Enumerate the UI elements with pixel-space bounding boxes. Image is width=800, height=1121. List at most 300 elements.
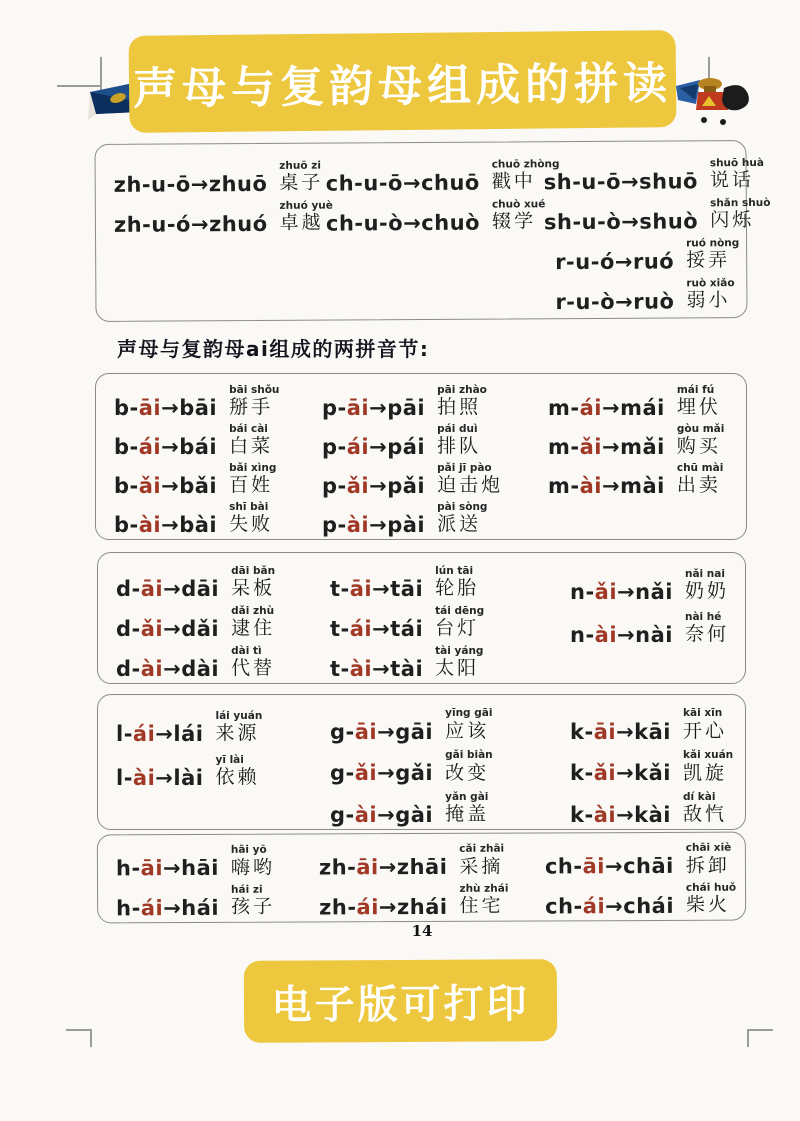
word-hanzi: 掰手 (229, 396, 274, 419)
formula-initial: l- (116, 721, 133, 746)
formula-result: →pài (369, 512, 426, 537)
pinyin-entry (116, 880, 319, 920)
word-hanzi: 凯旋 (683, 761, 728, 784)
example-word-block (231, 845, 275, 880)
pinyin-formula (319, 896, 448, 919)
example-word-block (229, 424, 273, 458)
pinyin-box-b-p-m (95, 373, 747, 540)
formula-final: ài (138, 512, 162, 537)
word-hanzi: 住宅 (459, 894, 504, 918)
formula-final: ǎi (594, 579, 618, 604)
word-hanzi: 拆卸 (685, 854, 730, 877)
formula-initial: zh- (318, 855, 357, 880)
formula-result: →nài (617, 622, 673, 647)
title-banner (129, 30, 677, 133)
pinyin-entry (322, 459, 548, 498)
word-hanzi: 代替 (231, 657, 276, 680)
pinyin-entry (114, 498, 322, 537)
word-hanzi: 迫击炮 (437, 474, 504, 497)
formula-final: āi (349, 576, 373, 601)
word-pinyin-annotation: yīng gāi (445, 707, 493, 720)
word-hanzi: 购买 (676, 435, 721, 458)
pinyin-entry (114, 420, 322, 459)
word-pinyin-annotation: pāi zhào (437, 383, 487, 396)
word-pinyin-annotation: shuō huà (709, 156, 764, 169)
pinyin-entry (544, 193, 771, 234)
formula-final: ái (346, 434, 370, 459)
word-pinyin-annotation: cǎi zhāi (459, 842, 505, 855)
pinyin-formula (114, 397, 217, 419)
pinyin-formula (114, 475, 217, 497)
formula-initial: ch-u- (325, 211, 389, 236)
word-hanzi: 说话 (709, 169, 754, 192)
formula-result: →lái (155, 721, 204, 746)
example-word-block (435, 646, 483, 680)
word-pinyin-annotation: pǎi jī pào (437, 461, 492, 474)
formula-final: ài (132, 765, 156, 790)
word-hanzi: 台灯 (435, 617, 480, 640)
formula-final: ài (579, 473, 602, 498)
word-hanzi: 闪烁 (710, 209, 755, 232)
formula-result: →chāi (604, 854, 674, 879)
formula-final: ài (349, 656, 373, 681)
pinyin-box-d-t-n (97, 552, 746, 684)
printable-banner-text: 电子版可打印 (271, 980, 530, 1029)
formula-initial: zh- (319, 895, 357, 920)
formula-result: →chuò (403, 210, 481, 236)
formula-initial: b- (114, 473, 139, 498)
example-word-block (686, 882, 736, 917)
pinyin-formula (116, 857, 219, 879)
word-pinyin-annotation: gòu mǎi (676, 422, 725, 435)
formula-result: →bái (161, 434, 218, 459)
word-hanzi: 派送 (437, 513, 482, 536)
formula-initial: b- (114, 512, 139, 537)
formula-result: →tài (372, 656, 424, 681)
pinyin-formula (322, 475, 425, 497)
pinyin-entry (116, 702, 330, 746)
pinyin-formula (548, 397, 665, 419)
word-hanzi: 轮胎 (435, 577, 480, 600)
formula-final: ái (132, 721, 156, 746)
formula-result: →mài (601, 473, 665, 498)
word-pinyin-annotation: chū mài (676, 461, 724, 474)
formula-result: →bāi (161, 395, 218, 420)
formula-initial: h- (115, 856, 141, 881)
crop-mark-bottom-right-h (747, 1029, 773, 1031)
pinyin-formula (322, 397, 425, 419)
pinyin-column (570, 561, 737, 681)
formula-initial: r-u- (555, 249, 600, 275)
formula-final: ò (606, 209, 622, 234)
formula-result: →pāi (369, 395, 426, 420)
example-word-block (492, 199, 546, 234)
word-hanzi: 掩盖 (445, 803, 490, 826)
pinyin-entry (319, 879, 545, 919)
formula-initial: ch- (544, 854, 583, 879)
pinyin-formula (326, 172, 480, 195)
formula-final: ò (600, 289, 616, 314)
pinyin-column (545, 839, 737, 919)
example-word-block (710, 198, 771, 233)
formula-initial: p- (322, 473, 347, 498)
pinyin-column (113, 156, 333, 319)
formula-result: →gài (377, 802, 434, 827)
pinyin-entry (116, 746, 330, 790)
formula-initial: n- (570, 622, 595, 647)
formula-final: ái (349, 616, 373, 641)
formula-result: →tái (372, 616, 424, 641)
pinyin-column (570, 702, 737, 827)
word-pinyin-annotation: dí kài (683, 790, 716, 803)
pinyin-entry (548, 381, 738, 420)
word-pinyin-annotation: tái dēng (435, 604, 485, 617)
pinyin-entry (325, 154, 560, 196)
pinyin-formula (322, 514, 425, 536)
formula-final: ài (346, 512, 370, 537)
word-pinyin-annotation: bǎi xìng (229, 461, 277, 474)
pinyin-entry (113, 196, 333, 237)
pinyin-entry (116, 840, 319, 880)
formula-result: →kāi (616, 719, 671, 744)
pinyin-formula (116, 618, 219, 640)
word-pinyin-annotation: bái cài (229, 422, 268, 435)
word-hanzi: 逮住 (231, 617, 276, 640)
word-hanzi: 埋伏 (676, 396, 721, 419)
formula-final: ǎi (593, 761, 617, 786)
pinyin-entry (330, 601, 570, 641)
pinyin-column (548, 381, 738, 537)
printable-banner (244, 959, 557, 1043)
example-word-block (677, 463, 723, 497)
formula-initial: r-u- (555, 289, 601, 315)
formula-result: →chuō (402, 170, 480, 196)
word-hanzi: 嗨哟 (230, 856, 275, 879)
pinyin-entry (322, 420, 548, 459)
formula-result: →ruò (615, 289, 675, 314)
formula-initial: p- (322, 434, 347, 459)
formula-initial: n- (570, 579, 595, 604)
word-hanzi: 依赖 (215, 766, 260, 789)
formula-final: ò (388, 211, 404, 236)
word-pinyin-annotation: zhuó yuè (279, 199, 333, 212)
word-hanzi: 桌子 (279, 171, 324, 195)
example-word-block (683, 708, 727, 742)
word-hanzi: 白菜 (229, 435, 274, 458)
formula-result: →shuō (620, 169, 698, 194)
pinyin-formula (116, 767, 203, 789)
formula-initial: t- (330, 656, 350, 681)
formula-initial: g- (330, 802, 355, 827)
formula-final: ài (354, 802, 378, 827)
example-word-block (459, 844, 504, 879)
pinyin-entry (322, 381, 548, 420)
pinyin-entry (570, 561, 737, 604)
formula-result: →nǎi (617, 579, 673, 604)
word-pinyin-annotation: gǎi biàn (445, 749, 493, 761)
word-pinyin-annotation: kāi xīn (683, 707, 723, 720)
crop-mark-bottom-left-v (90, 1029, 92, 1047)
example-word-block (677, 385, 721, 419)
pinyin-formula (548, 475, 665, 497)
formula-result: →gǎi (377, 761, 434, 786)
word-hanzi: 开心 (683, 719, 728, 742)
formula-final: ǎi (579, 434, 602, 459)
formula-initial: k- (570, 761, 594, 786)
formula-result: →pái (369, 434, 426, 459)
word-pinyin-annotation: pái duì (437, 422, 478, 435)
pinyin-formula (116, 658, 219, 680)
word-pinyin-annotation: zhù zhái (459, 882, 509, 895)
formula-initial: ch-u- (325, 171, 389, 196)
word-pinyin-annotation: bāi shǒu (229, 383, 280, 396)
pinyin-formula (116, 723, 203, 745)
word-pinyin-annotation: shī bài (229, 500, 269, 513)
example-word-block (229, 463, 276, 497)
formula-final: ài (593, 802, 617, 827)
pinyin-column (330, 561, 570, 681)
pinyin-formula (570, 581, 673, 603)
formula-result: →zhuō (190, 171, 268, 197)
pinyin-entry (330, 744, 570, 786)
example-word-block (437, 502, 487, 536)
formula-initial: zh-u- (113, 212, 177, 237)
formula-initial: b- (114, 434, 139, 459)
pinyin-entry (114, 156, 326, 197)
formula-final: ō (175, 172, 191, 197)
example-word-block (683, 750, 733, 784)
formula-result: →bǎi (161, 473, 218, 498)
formula-initial: d- (116, 656, 141, 681)
formula-initial: p- (322, 395, 347, 420)
word-hanzi: 应该 (445, 719, 490, 742)
formula-initial: d- (116, 576, 141, 601)
example-word-block (229, 502, 273, 536)
example-word-block (435, 606, 484, 640)
section-header: 声母与复韵母ai组成的两拼音节: (117, 337, 430, 361)
pinyin-entry (570, 785, 737, 827)
word-hanzi: 辍学 (491, 210, 537, 233)
word-pinyin-annotation: dāi bǎn (231, 564, 276, 577)
pinyin-formula (544, 210, 698, 233)
example-word-block (437, 385, 487, 419)
example-word-block (231, 566, 275, 600)
word-pinyin-annotation: shǎn shuò (710, 196, 771, 209)
word-pinyin-annotation: nǎi nai (684, 567, 725, 580)
pinyin-entry (326, 194, 544, 235)
crop-mark-bottom-right-v (747, 1029, 749, 1047)
word-pinyin-annotation: mái fú (676, 383, 715, 396)
word-hanzi: 挼弄 (686, 249, 731, 272)
word-hanzi: 出卖 (676, 474, 721, 497)
pinyin-entry (330, 561, 570, 601)
crop-mark-bottom-left-h (66, 1029, 92, 1031)
pinyin-column (325, 154, 560, 317)
formula-final: ǎi (354, 761, 378, 786)
pinyin-column (116, 702, 330, 827)
formula-result: →shuò (621, 209, 699, 234)
formula-result: →hāi (162, 856, 219, 881)
pinyin-column (322, 381, 548, 537)
word-pinyin-annotation: ruò xiǎo (686, 276, 735, 290)
pinyin-formula (544, 170, 698, 193)
formula-result: →hái (163, 895, 220, 921)
formula-result: →kǎi (616, 761, 671, 786)
pinyin-formula (544, 250, 674, 273)
pinyin-formula (330, 658, 423, 680)
example-word-block (445, 792, 489, 826)
pinyin-formula (570, 721, 671, 743)
formula-initial: k- (570, 802, 594, 827)
formula-final: ó (599, 249, 615, 274)
word-pinyin-annotation: yǎn gài (445, 790, 489, 803)
pinyin-formula (330, 721, 433, 743)
example-word-block (231, 606, 275, 640)
formula-final: āi (138, 395, 162, 420)
example-word-block (710, 158, 764, 193)
pinyin-entry (330, 785, 570, 827)
pinyin-entry (548, 420, 738, 459)
formula-initial: h- (116, 896, 141, 921)
pinyin-formula (326, 212, 480, 235)
pinyin-entry (548, 459, 738, 498)
formula-final: āi (140, 576, 164, 601)
word-pinyin-annotation: nài hé (684, 610, 722, 623)
example-word-block (231, 646, 275, 680)
formula-final: āi (354, 719, 378, 744)
formula-result: →mǎi (601, 434, 665, 459)
example-word-block (685, 569, 729, 603)
word-hanzi: 改变 (445, 761, 490, 784)
pinyin-formula (545, 895, 674, 918)
formula-final: ài (140, 656, 164, 681)
example-word-block (445, 708, 492, 742)
pinyin-column (330, 702, 570, 827)
formula-final: ǎi (138, 473, 162, 498)
formula-initial: m- (548, 473, 580, 498)
pinyin-entry (544, 233, 771, 274)
formula-final: ó (175, 212, 192, 237)
pinyin-formula (548, 436, 665, 458)
example-word-block (685, 612, 729, 646)
formula-initial: sh-u- (543, 209, 607, 235)
example-word-block (459, 883, 508, 918)
word-pinyin-annotation: chuò xué (491, 197, 546, 211)
word-hanzi: 奈何 (684, 623, 729, 646)
pinyin-formula (330, 804, 433, 826)
formula-final: ō (605, 169, 622, 194)
formula-result: →chái (605, 893, 675, 919)
word-hanzi: 孩子 (231, 895, 276, 919)
word-pinyin-annotation: hái zi (230, 883, 263, 896)
formula-initial: ch- (545, 894, 583, 919)
word-hanzi: 戳中 (491, 170, 536, 193)
example-word-block (445, 750, 493, 784)
formula-result: →ruó (614, 249, 675, 274)
formula-result: →pǎi (369, 473, 426, 498)
formula-result: →dāi (163, 576, 220, 601)
pinyin-formula (570, 804, 671, 826)
word-pinyin-annotation: lái yuán (215, 709, 263, 722)
pinyin-formula (330, 618, 423, 640)
pinyin-column (319, 839, 545, 919)
pinyin-formula (570, 624, 673, 646)
pinyin-entry (570, 604, 737, 647)
pinyin-column (544, 153, 772, 316)
example-word-block (686, 278, 734, 313)
pinyin-formula (544, 290, 674, 313)
formula-initial: l- (116, 765, 133, 790)
word-pinyin-annotation: hāi yō (230, 843, 267, 856)
formula-final: ái (582, 894, 606, 919)
formula-initial: p- (322, 512, 347, 537)
example-word-block (215, 711, 262, 745)
word-hanzi: 拍照 (437, 396, 482, 419)
formula-initial: d- (116, 616, 141, 641)
example-word-block (437, 463, 503, 497)
formula-final: ō (387, 171, 403, 196)
word-pinyin-annotation: chái huǒ (685, 881, 737, 894)
word-pinyin-annotation: dài tì (231, 644, 262, 657)
title-banner-text: 声母与复韵母组成的拼读 (132, 57, 673, 115)
pinyin-formula (114, 213, 268, 236)
word-hanzi: 卓越 (279, 211, 324, 235)
formula-result: →zhāi (378, 855, 448, 880)
formula-initial: g- (330, 761, 355, 786)
pinyin-box-h-zh-ch (97, 832, 746, 924)
example-word-block (435, 566, 479, 600)
formula-final: āi (346, 395, 370, 420)
pinyin-entry (545, 878, 737, 918)
word-pinyin-annotation: ruó nòng (686, 236, 740, 250)
pinyin-entry (116, 561, 330, 601)
pinyin-entry (116, 641, 330, 681)
formula-result: →bài (161, 512, 218, 537)
pinyin-box-uo (94, 140, 771, 322)
pinyin-entry (330, 641, 570, 681)
word-pinyin-annotation: pài sòng (437, 500, 488, 513)
pinyin-formula (545, 855, 674, 878)
example-word-block (683, 792, 727, 826)
pinyin-entry (114, 381, 322, 420)
word-hanzi: 排队 (437, 435, 482, 458)
pinyin-box-l-g-k (97, 694, 746, 830)
example-word-block (686, 238, 739, 273)
pinyin-entry (570, 744, 737, 786)
pinyin-formula (330, 762, 433, 784)
formula-result: →mái (601, 395, 665, 420)
example-word-block (215, 755, 259, 789)
formula-result: →kài (616, 802, 671, 827)
formula-result: →zhái (378, 894, 448, 920)
formula-result: →lài (155, 765, 204, 790)
word-hanzi: 来源 (215, 722, 260, 745)
pinyin-entry (322, 498, 548, 537)
formula-result: →dài (163, 656, 220, 681)
word-hanzi: 采摘 (459, 855, 504, 878)
pinyin-formula (330, 578, 423, 600)
pinyin-column (116, 561, 330, 681)
formula-result: →gāi (377, 719, 434, 744)
word-hanzi: 奶奶 (684, 580, 729, 603)
formula-initial: b- (114, 395, 139, 420)
formula-final: āi (140, 856, 164, 881)
word-pinyin-annotation: chuō zhòng (491, 157, 560, 171)
word-hanzi: 太阳 (435, 657, 480, 680)
pinyin-entry (544, 153, 771, 194)
pinyin-entry (114, 459, 322, 498)
pinyin-formula (322, 436, 425, 458)
